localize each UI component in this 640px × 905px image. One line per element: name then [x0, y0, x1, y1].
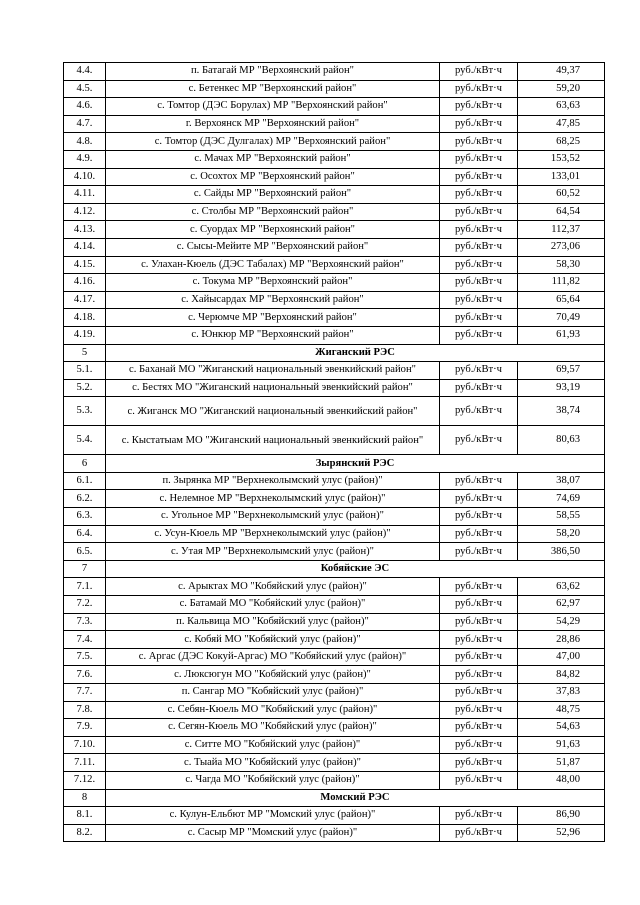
unit-cell: руб./кВт·ч: [440, 684, 518, 702]
table-row: [64, 648, 605, 666]
settlement-name: с. Арыктах МО "Кобяйский улус (район)": [106, 578, 440, 596]
tariff-value: 58,55: [518, 508, 605, 526]
settlement-name: с. Томтор (ДЭС Борулах) МР "Верхоянский район": [106, 98, 440, 116]
settlement-name: с. Люксюгун МО "Кобяйский улус (район)": [106, 666, 440, 684]
settlement-name: с. Аргас (ДЭС Кокуй-Аргас) МО "Кобяйский улус (район)": [106, 648, 440, 666]
tariff-value: 54,29: [518, 613, 605, 631]
unit-cell: руб./кВт·ч: [440, 291, 518, 309]
tariff-value: 74,69: [518, 490, 605, 508]
unit-cell: руб./кВт·ч: [440, 631, 518, 649]
tariff-table: [63, 62, 605, 842]
unit-cell: руб./кВт·ч: [440, 613, 518, 631]
tariff-value: 60,52: [518, 186, 605, 204]
row-number: 5.2.: [64, 379, 106, 397]
tariff-value: 38,74: [518, 397, 605, 426]
row-number: 8.1.: [64, 807, 106, 825]
row-number: 4.14.: [64, 238, 106, 256]
unit-cell: руб./кВт·ч: [440, 771, 518, 789]
row-number: 4.19.: [64, 326, 106, 344]
section-title: Жиганский РЭС: [106, 344, 605, 362]
table-row: [64, 631, 605, 649]
tariff-value: 63,62: [518, 578, 605, 596]
row-number: 7.4.: [64, 631, 106, 649]
unit-cell: руб./кВт·ч: [440, 362, 518, 380]
row-number: 4.16.: [64, 274, 106, 292]
settlement-name: с. Себян-Кюель МО "Кобяйский улус (район)": [106, 701, 440, 719]
table-row: [64, 80, 605, 98]
table-row: [64, 824, 605, 842]
table-row: [64, 274, 605, 292]
row-number: 6.5.: [64, 543, 106, 561]
settlement-name: с. Осохтох МР "Верхоянский район": [106, 168, 440, 186]
row-number: 5.1.: [64, 362, 106, 380]
table-row: [64, 309, 605, 327]
tariff-value: 386,50: [518, 543, 605, 561]
settlement-name: п. Зырянка МР "Верхнеколымский улус (район)": [106, 472, 440, 490]
table-row: [64, 543, 605, 561]
unit-cell: руб./кВт·ч: [440, 326, 518, 344]
tariff-value: 86,90: [518, 807, 605, 825]
unit-cell: руб./кВт·ч: [440, 719, 518, 737]
row-number: 6.2.: [64, 490, 106, 508]
section-number: 8: [64, 789, 106, 807]
tariff-value: 59,20: [518, 80, 605, 98]
row-number: 8.2.: [64, 824, 106, 842]
unit-cell: руб./кВт·ч: [440, 754, 518, 772]
settlement-name: с. Нелемное МР "Верхнеколымский улус (район)": [106, 490, 440, 508]
row-number: 4.15.: [64, 256, 106, 274]
unit-cell: руб./кВт·ч: [440, 238, 518, 256]
tariff-table-body: [64, 63, 605, 842]
table-row: [64, 754, 605, 772]
settlement-name: с. Бетенкес МР "Верхоянский район": [106, 80, 440, 98]
settlement-name: с. Токума МР "Верхоянский район": [106, 274, 440, 292]
section-title: Кобяйские ЭС: [106, 560, 605, 578]
unit-cell: руб./кВт·ч: [440, 578, 518, 596]
unit-cell: руб./кВт·ч: [440, 824, 518, 842]
row-number: 4.17.: [64, 291, 106, 309]
settlement-name: с. Жиганск МО "Жиганский национальный эвенкийский район": [106, 397, 440, 426]
settlement-name: с. Хайысардах МР "Верхоянский район": [106, 291, 440, 309]
section-number: 5: [64, 344, 106, 362]
row-number: 7.11.: [64, 754, 106, 772]
tariff-value: 65,64: [518, 291, 605, 309]
table-row: [64, 379, 605, 397]
tariff-value: 49,37: [518, 63, 605, 81]
row-number: 5.4.: [64, 426, 106, 455]
table-row: [64, 63, 605, 81]
tariff-value: 61,93: [518, 326, 605, 344]
unit-cell: руб./кВт·ч: [440, 807, 518, 825]
tariff-value: 153,52: [518, 150, 605, 168]
row-number: 6.3.: [64, 508, 106, 526]
row-number: 7.6.: [64, 666, 106, 684]
unit-cell: руб./кВт·ч: [440, 80, 518, 98]
settlement-name: с. Мачах МР "Верхоянский район": [106, 150, 440, 168]
unit-cell: руб./кВт·ч: [440, 115, 518, 133]
tariff-value: 37,83: [518, 684, 605, 702]
tariff-value: 28,86: [518, 631, 605, 649]
row-number: 4.18.: [64, 309, 106, 327]
section-header-row: [64, 455, 605, 473]
settlement-name: с. Тыайа МО "Кобяйский улус (район)": [106, 754, 440, 772]
table-row: [64, 613, 605, 631]
tariff-value: 51,87: [518, 754, 605, 772]
unit-cell: руб./кВт·ч: [440, 596, 518, 614]
unit-cell: руб./кВт·ч: [440, 426, 518, 455]
tariff-value: 273,06: [518, 238, 605, 256]
unit-cell: руб./кВт·ч: [440, 701, 518, 719]
unit-cell: руб./кВт·ч: [440, 397, 518, 426]
settlement-name: с. Кулун-Ельбют МР "Момский улус (район)": [106, 807, 440, 825]
table-row: [64, 291, 605, 309]
table-row: [64, 397, 605, 426]
tariff-value: 48,75: [518, 701, 605, 719]
table-row: [64, 238, 605, 256]
unit-cell: руб./кВт·ч: [440, 256, 518, 274]
table-row: [64, 326, 605, 344]
section-header-row: [64, 560, 605, 578]
tariff-value: 111,82: [518, 274, 605, 292]
row-number: 4.5.: [64, 80, 106, 98]
section-number: 6: [64, 455, 106, 473]
unit-cell: руб./кВт·ч: [440, 490, 518, 508]
tariff-value: 68,25: [518, 133, 605, 151]
row-number: 4.4.: [64, 63, 106, 81]
unit-cell: руб./кВт·ч: [440, 133, 518, 151]
table-row: [64, 150, 605, 168]
tariff-value: 91,63: [518, 736, 605, 754]
table-row: [64, 115, 605, 133]
row-number: 7.9.: [64, 719, 106, 737]
row-number: 6.1.: [64, 472, 106, 490]
unit-cell: руб./кВт·ч: [440, 221, 518, 239]
table-row: [64, 596, 605, 614]
table-row: [64, 186, 605, 204]
tariff-value: 63,63: [518, 98, 605, 116]
table-row: [64, 203, 605, 221]
settlement-name: с. Усун-Кюель МР "Верхнеколымский улус (район)": [106, 525, 440, 543]
table-row: [64, 701, 605, 719]
row-number: 7.12.: [64, 771, 106, 789]
row-number: 7.1.: [64, 578, 106, 596]
settlement-name: с. Ситте МО "Кобяйский улус (район)": [106, 736, 440, 754]
settlement-name: с. Бестях МО "Жиганский национальный эвенкийский район": [106, 379, 440, 397]
tariff-value: 47,85: [518, 115, 605, 133]
table-row: [64, 426, 605, 455]
unit-cell: руб./кВт·ч: [440, 98, 518, 116]
unit-cell: руб./кВт·ч: [440, 648, 518, 666]
row-number: 4.11.: [64, 186, 106, 204]
settlement-name: с. Томтор (ДЭС Дулгалах) МР "Верхоянский район": [106, 133, 440, 151]
tariff-value: 62,97: [518, 596, 605, 614]
settlement-name: с. Сасыр МР "Момский улус (район)": [106, 824, 440, 842]
unit-cell: руб./кВт·ч: [440, 508, 518, 526]
table-row: [64, 256, 605, 274]
unit-cell: руб./кВт·ч: [440, 150, 518, 168]
tariff-value: 48,00: [518, 771, 605, 789]
tariff-value: 47,00: [518, 648, 605, 666]
settlement-name: с. Улахан-Кюель (ДЭС Табалах) МР "Верхоянский район": [106, 256, 440, 274]
row-number: 7.8.: [64, 701, 106, 719]
row-number: 4.8.: [64, 133, 106, 151]
tariff-value: 69,57: [518, 362, 605, 380]
settlement-name: с. Сайды МР "Верхоянский район": [106, 186, 440, 204]
settlement-name: с. Чагда МО "Кобяйский улус (район)": [106, 771, 440, 789]
settlement-name: г. Верхоянск МР "Верхоянский район": [106, 115, 440, 133]
section-title: Момский РЭС: [106, 789, 605, 807]
row-number: 4.6.: [64, 98, 106, 116]
row-number: 4.13.: [64, 221, 106, 239]
settlement-name: с. Черюмче МР "Верхоянский район": [106, 309, 440, 327]
tariff-value: 38,07: [518, 472, 605, 490]
unit-cell: руб./кВт·ч: [440, 666, 518, 684]
settlement-name: с. Кыстатыам МО "Жиганский национальный эвенкийский район": [106, 426, 440, 455]
section-header-row: [64, 344, 605, 362]
unit-cell: руб./кВт·ч: [440, 168, 518, 186]
tariff-value: 84,82: [518, 666, 605, 684]
tariff-value: 93,19: [518, 379, 605, 397]
settlement-name: с. Суордах МР "Верхоянский район": [106, 221, 440, 239]
section-header-row: [64, 789, 605, 807]
section-number: 7: [64, 560, 106, 578]
table-row: [64, 771, 605, 789]
tariff-value: 133,01: [518, 168, 605, 186]
row-number: 7.3.: [64, 613, 106, 631]
unit-cell: руб./кВт·ч: [440, 472, 518, 490]
unit-cell: руб./кВт·ч: [440, 274, 518, 292]
settlement-name: с. Угольное МР "Верхнеколымский улус (район)": [106, 508, 440, 526]
row-number: 7.7.: [64, 684, 106, 702]
tariff-value: 52,96: [518, 824, 605, 842]
tariff-value: 112,37: [518, 221, 605, 239]
table-row: [64, 472, 605, 490]
tariff-value: 54,63: [518, 719, 605, 737]
settlement-name: с. Сысы-Мейите МР "Верхоянский район": [106, 238, 440, 256]
row-number: 4.12.: [64, 203, 106, 221]
unit-cell: руб./кВт·ч: [440, 203, 518, 221]
table-row: [64, 807, 605, 825]
unit-cell: руб./кВт·ч: [440, 379, 518, 397]
table-row: [64, 736, 605, 754]
unit-cell: руб./кВт·ч: [440, 63, 518, 81]
table-row: [64, 98, 605, 116]
tariff-value: 70,49: [518, 309, 605, 327]
row-number: 4.7.: [64, 115, 106, 133]
settlement-name: п. Сангар МО "Кобяйский улус (район)": [106, 684, 440, 702]
settlement-name: с. Юнкюр МР "Верхоянский район": [106, 326, 440, 344]
table-row: [64, 133, 605, 151]
unit-cell: руб./кВт·ч: [440, 309, 518, 327]
row-number: 4.10.: [64, 168, 106, 186]
row-number: 6.4.: [64, 525, 106, 543]
table-row: [64, 578, 605, 596]
settlement-name: с. Столбы МР "Верхоянский район": [106, 203, 440, 221]
table-row: [64, 525, 605, 543]
row-number: 7.10.: [64, 736, 106, 754]
table-row: [64, 221, 605, 239]
table-row: [64, 684, 605, 702]
table-row: [64, 719, 605, 737]
tariff-value: 64,54: [518, 203, 605, 221]
settlement-name: п. Кальвица МО "Кобяйский улус (район)": [106, 613, 440, 631]
table-row: [64, 666, 605, 684]
settlement-name: с. Баханай МО "Жиганский национальный эвенкийский район": [106, 362, 440, 380]
unit-cell: руб./кВт·ч: [440, 736, 518, 754]
table-row: [64, 508, 605, 526]
settlement-name: с. Утая МР "Верхнеколымский улус (район)": [106, 543, 440, 561]
settlement-name: с. Батамай МО "Кобяйский улус (район)": [106, 596, 440, 614]
table-row: [64, 490, 605, 508]
row-number: 7.5.: [64, 648, 106, 666]
settlement-name: с. Кобяй МО "Кобяйский улус (район)": [106, 631, 440, 649]
table-row: [64, 168, 605, 186]
unit-cell: руб./кВт·ч: [440, 525, 518, 543]
section-title: Зырянский РЭС: [106, 455, 605, 473]
table-row: [64, 362, 605, 380]
row-number: 7.2.: [64, 596, 106, 614]
settlement-name: п. Батагай МР "Верхоянский район": [106, 63, 440, 81]
tariff-value: 58,30: [518, 256, 605, 274]
row-number: 4.9.: [64, 150, 106, 168]
unit-cell: руб./кВт·ч: [440, 543, 518, 561]
row-number: 5.3.: [64, 397, 106, 426]
tariff-value: 80,63: [518, 426, 605, 455]
tariff-value: 58,20: [518, 525, 605, 543]
settlement-name: с. Сегян-Кюель МО "Кобяйский улус (район)": [106, 719, 440, 737]
unit-cell: руб./кВт·ч: [440, 186, 518, 204]
